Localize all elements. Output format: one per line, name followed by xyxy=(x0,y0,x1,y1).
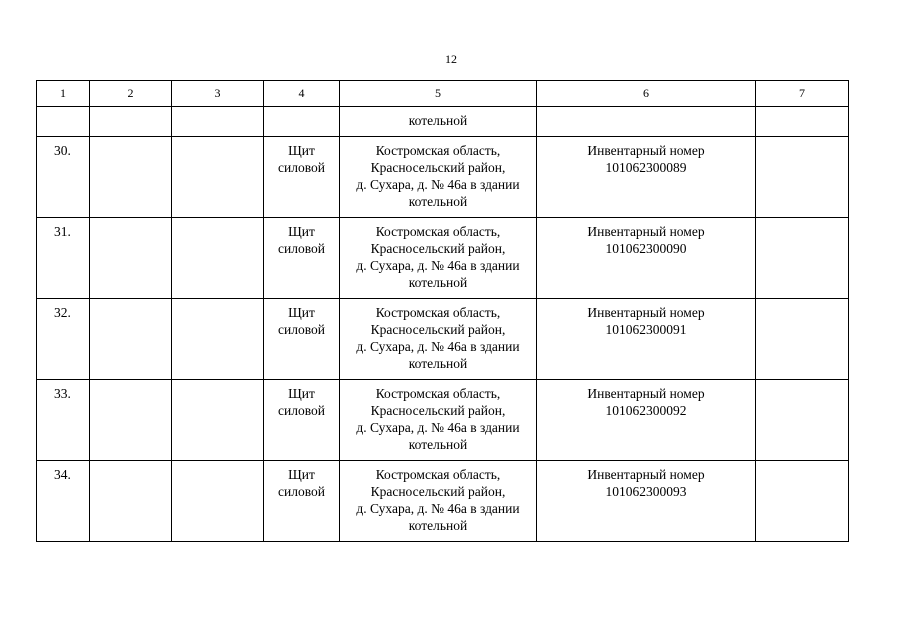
address-cell xyxy=(340,218,537,299)
cell-empty xyxy=(756,107,849,137)
cell-empty xyxy=(537,107,756,137)
row-number-cell xyxy=(37,299,90,380)
column-header-5: 5 xyxy=(340,81,537,107)
inventory-number: 101062300091 xyxy=(605,322,687,337)
cell-empty xyxy=(756,299,849,380)
cell-empty xyxy=(90,218,172,299)
table-row xyxy=(37,380,849,461)
row-number: 34. xyxy=(54,467,71,482)
row-number-cell xyxy=(37,380,90,461)
item-name-line: Щит xyxy=(288,467,315,482)
row-number: 33. xyxy=(54,386,71,401)
address-line: Костромская область, xyxy=(375,305,501,320)
column-header-7: 7 xyxy=(756,81,849,107)
row-number-cell xyxy=(37,461,90,542)
cell-empty xyxy=(264,107,340,137)
address-line: котельной xyxy=(408,356,468,371)
address-cell xyxy=(340,461,537,542)
row-number: 30. xyxy=(54,143,71,158)
column-header-3: 3 xyxy=(172,81,264,107)
item-name-line: силовой xyxy=(278,160,325,175)
inventory-cell xyxy=(537,380,756,461)
cell-empty xyxy=(756,137,849,218)
address-line: котельной xyxy=(408,518,468,533)
cell-empty xyxy=(756,380,849,461)
address-line: Костромская область, xyxy=(375,386,501,401)
item-name-cell xyxy=(264,299,340,380)
address-line: д. Сухара, д. № 46а в здании xyxy=(356,420,520,435)
column-header-6: 6 xyxy=(537,81,756,107)
cell-empty xyxy=(172,218,264,299)
item-name-cell xyxy=(264,380,340,461)
item-name-line: Щит xyxy=(288,143,315,158)
cell-empty xyxy=(90,107,172,137)
item-name-line: Щит xyxy=(288,386,315,401)
address-cell xyxy=(340,299,537,380)
address-line: Красносельский район, xyxy=(370,241,506,256)
item-name-line: силовой xyxy=(278,322,325,337)
cell-empty xyxy=(172,137,264,218)
address-line: Костромская область, xyxy=(375,467,501,482)
cell-empty xyxy=(172,299,264,380)
address-cell xyxy=(340,380,537,461)
property-table xyxy=(36,80,849,542)
cell-empty xyxy=(90,299,172,380)
inventory-number: 101062300089 xyxy=(605,160,687,175)
address-line: д. Сухара, д. № 46а в здании xyxy=(356,339,520,354)
inventory-label: Инвентарный номер xyxy=(587,467,705,482)
item-name-line: Щит xyxy=(288,305,315,320)
page-number: 12 xyxy=(445,52,457,66)
address-cell xyxy=(340,137,537,218)
address-line: д. Сухара, д. № 46а в здании xyxy=(356,258,520,273)
item-name-line: силовой xyxy=(278,484,325,499)
item-name-line: силовой xyxy=(278,403,325,418)
table-row xyxy=(37,461,849,542)
cell-empty xyxy=(172,461,264,542)
address-line: Костромская область, xyxy=(375,224,501,239)
cell-empty xyxy=(90,461,172,542)
inventory-label: Инвентарный номер xyxy=(587,305,705,320)
item-name-cell xyxy=(264,137,340,218)
inventory-cell xyxy=(537,218,756,299)
row-number-cell xyxy=(37,218,90,299)
address-line: котельной xyxy=(408,194,468,209)
cell-empty xyxy=(37,107,90,137)
inventory-label: Инвентарный номер xyxy=(587,224,705,239)
address-line: д. Сухара, д. № 46а в здании xyxy=(356,177,520,192)
row-number: 32. xyxy=(54,305,71,320)
address-line: Красносельский район, xyxy=(370,484,506,499)
continuation-row xyxy=(37,107,849,137)
inventory-number: 101062300092 xyxy=(605,403,687,418)
address-line: д. Сухара, д. № 46а в здании xyxy=(356,501,520,516)
inventory-number: 101062300093 xyxy=(605,484,687,499)
column-header-1: 1 xyxy=(37,81,90,107)
cell-empty xyxy=(172,380,264,461)
address-tail: котельной xyxy=(408,113,468,128)
address-cell xyxy=(340,107,537,137)
cell-empty xyxy=(756,461,849,542)
cell-empty xyxy=(756,218,849,299)
inventory-cell xyxy=(537,461,756,542)
inventory-label: Инвентарный номер xyxy=(587,386,705,401)
item-name-line: Щит xyxy=(288,224,315,239)
row-number-cell xyxy=(37,137,90,218)
address-line: Красносельский район, xyxy=(370,160,506,175)
column-header-4: 4 xyxy=(264,81,340,107)
header-row xyxy=(37,81,849,107)
cell-empty xyxy=(90,137,172,218)
address-line: Красносельский район, xyxy=(370,322,506,337)
column-header-2: 2 xyxy=(90,81,172,107)
address-line: котельной xyxy=(408,437,468,452)
inventory-label: Инвентарный номер xyxy=(587,143,705,158)
row-number: 31. xyxy=(54,224,71,239)
table-row xyxy=(37,137,849,218)
cell-empty xyxy=(90,380,172,461)
address-line: котельной xyxy=(408,275,468,290)
inventory-cell xyxy=(537,299,756,380)
item-name-cell xyxy=(264,461,340,542)
table-row xyxy=(37,299,849,380)
item-name-cell xyxy=(264,218,340,299)
inventory-cell xyxy=(537,137,756,218)
item-name-line: силовой xyxy=(278,241,325,256)
table-row xyxy=(37,218,849,299)
inventory-number: 101062300090 xyxy=(605,241,687,256)
cell-empty xyxy=(172,107,264,137)
address-line: Костромская область, xyxy=(375,143,501,158)
address-line: Красносельский район, xyxy=(370,403,506,418)
